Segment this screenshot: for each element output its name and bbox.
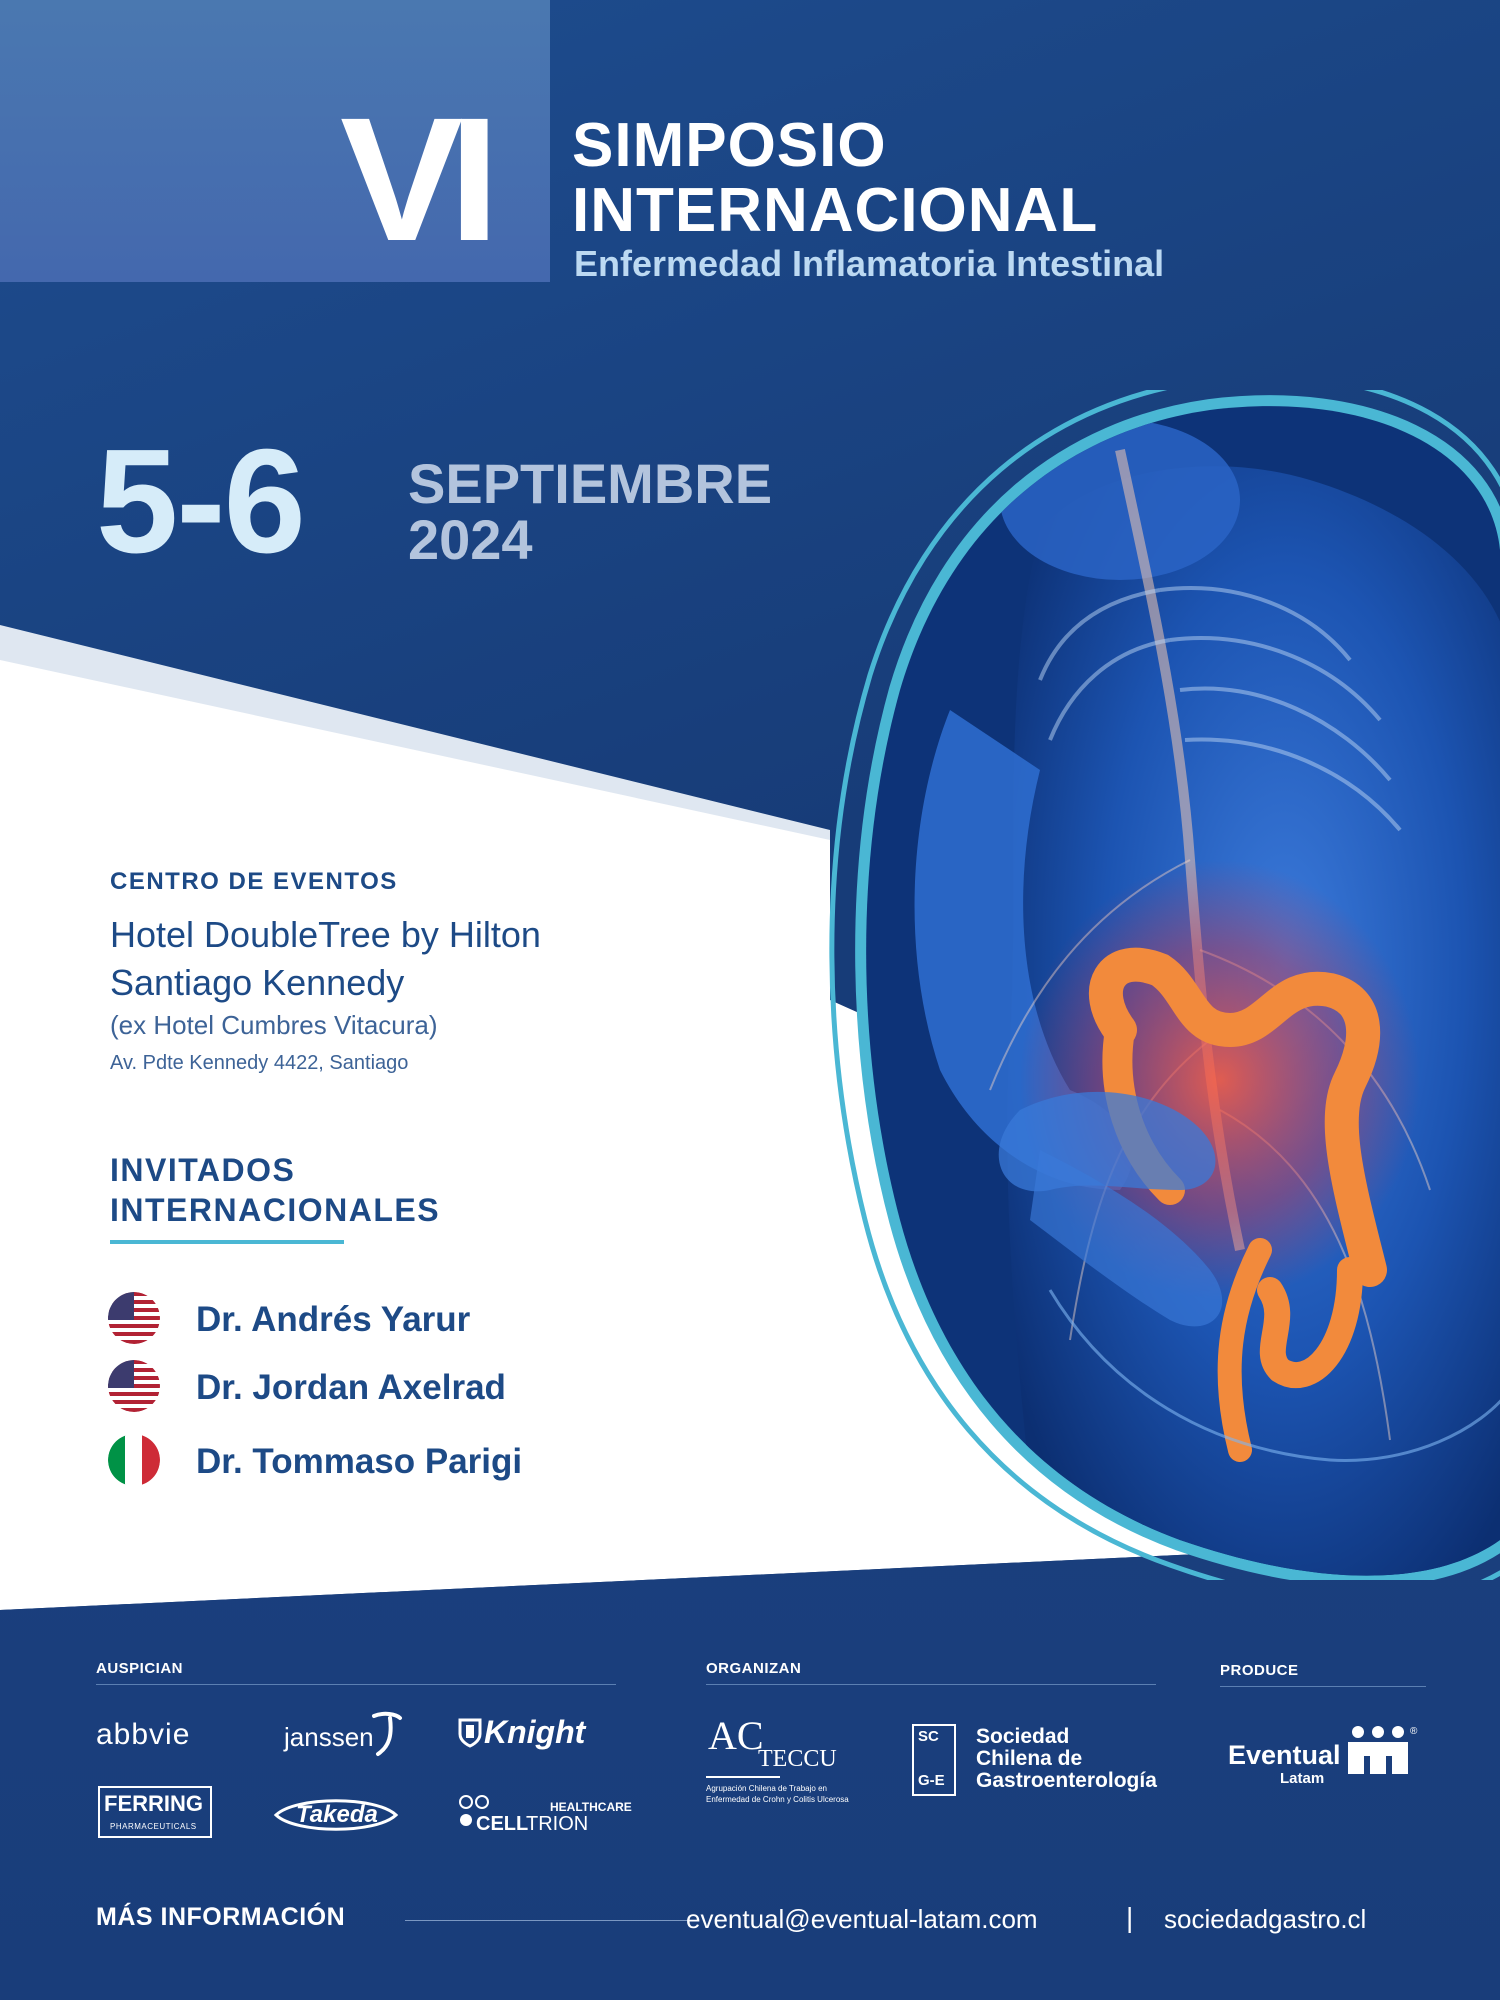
italy-flag-icon — [108, 1434, 160, 1486]
guest-item — [108, 1360, 708, 1414]
more-info-divider — [405, 1920, 695, 1921]
anatomy-illustration — [790, 390, 1500, 1580]
janssen-logo: janssen — [284, 1722, 374, 1752]
abbvie-logo: abbvie — [96, 1718, 191, 1751]
accu-logo-letters: AC — [708, 1713, 764, 1758]
venue-name-line-2: Santiago Kennedy — [110, 962, 405, 1003]
sochigastro-line-3: Gastroenterología — [976, 1769, 1157, 1792]
accu-caption-2: Enfermedad de Crohn y Colitis Ulcerosa — [706, 1795, 849, 1804]
sochigastro-line-1: Sociedad — [976, 1725, 1070, 1748]
accu-logo-underline — [706, 1776, 780, 1778]
title-line-1: SIMPOSIO — [572, 111, 887, 180]
title-line-2: INTERNACIONAL — [572, 176, 1099, 245]
venue-label: CENTRO DE EVENTOS — [110, 868, 398, 895]
contact-email-link[interactable]: eventual@eventual-latam.com — [686, 1904, 1038, 1934]
eventual-people-icon — [1346, 1724, 1410, 1780]
guests-heading-line-2: INTERNACIONALES — [110, 1192, 441, 1228]
knight-logo: Knight — [484, 1714, 586, 1750]
celltrion-top-text: HEALTHCARE — [550, 1800, 632, 1814]
sponsors-divider — [96, 1684, 616, 1685]
event-year: 2024 — [408, 508, 533, 571]
janssen-mark-icon — [368, 1710, 404, 1758]
organizers-label: ORGANIZAN — [706, 1660, 802, 1677]
accu-caption-1: Agrupación Chilena de Trabajo en — [706, 1784, 827, 1793]
sponsors-label: AUSPICIAN — [96, 1660, 184, 1677]
guest-name: Dr. Jordan Axelrad — [196, 1368, 506, 1407]
guests-heading-line-1: INVITADOS — [110, 1152, 296, 1188]
guest-item — [108, 1434, 708, 1488]
takeda-logo: Takeda — [296, 1801, 378, 1828]
sochigastro-mark — [912, 1724, 956, 1796]
organizers-divider — [706, 1684, 1156, 1685]
celltrion-logo-b: TRION — [526, 1813, 589, 1835]
knight-shield-icon — [458, 1718, 482, 1748]
event-month: SEPTIEMBRE — [408, 452, 773, 515]
usa-flag-icon — [108, 1360, 160, 1412]
celltrion-logo-a: CELL — [476, 1813, 529, 1835]
ferring-logo-text: FERRING — [104, 1791, 203, 1816]
edition-numeral: VI — [340, 82, 486, 278]
footer-separator: | — [1126, 1902, 1134, 1933]
ferring-logo — [98, 1786, 212, 1838]
sochigastro-line-2: Chilena de — [976, 1747, 1083, 1770]
event-days: 5-6 — [96, 419, 304, 584]
guest-name: Dr. Tommaso Parigi — [196, 1442, 523, 1481]
ferring-logo-subtext: PHARMACEUTICALS — [110, 1822, 197, 1831]
venue-address: Av. Pdte Kennedy 4422, Santiago — [110, 1052, 409, 1074]
venue-name-line-1: Hotel DoubleTree by Hilton — [110, 914, 541, 955]
accu-logo: TECCU — [758, 1746, 837, 1772]
eventual-logo-sub: Latam — [1280, 1770, 1325, 1787]
venue-former-name: (ex Hotel Cumbres Vitacura) — [110, 1010, 438, 1040]
more-info-label: MÁS INFORMACIÓN — [96, 1903, 346, 1931]
eventual-logo: Eventual — [1228, 1740, 1341, 1770]
guest-name: Dr. Andrés Yarur — [196, 1300, 471, 1339]
sochigastro-mark-top: SC — [918, 1728, 939, 1745]
producer-label: PRODUCE — [1220, 1662, 1299, 1679]
guests-heading-underline — [110, 1240, 344, 1244]
sochigastro-mark-bottom: G-E — [918, 1772, 945, 1789]
guest-item — [108, 1292, 708, 1346]
producer-divider — [1220, 1686, 1426, 1687]
website-link[interactable]: sociedadgastro.cl — [1164, 1904, 1367, 1934]
eventual-registered-mark: ® — [1410, 1726, 1418, 1737]
event-subtitle: Enfermedad Inflamatoria Intestinal — [574, 243, 1165, 284]
usa-flag-icon — [108, 1292, 160, 1344]
